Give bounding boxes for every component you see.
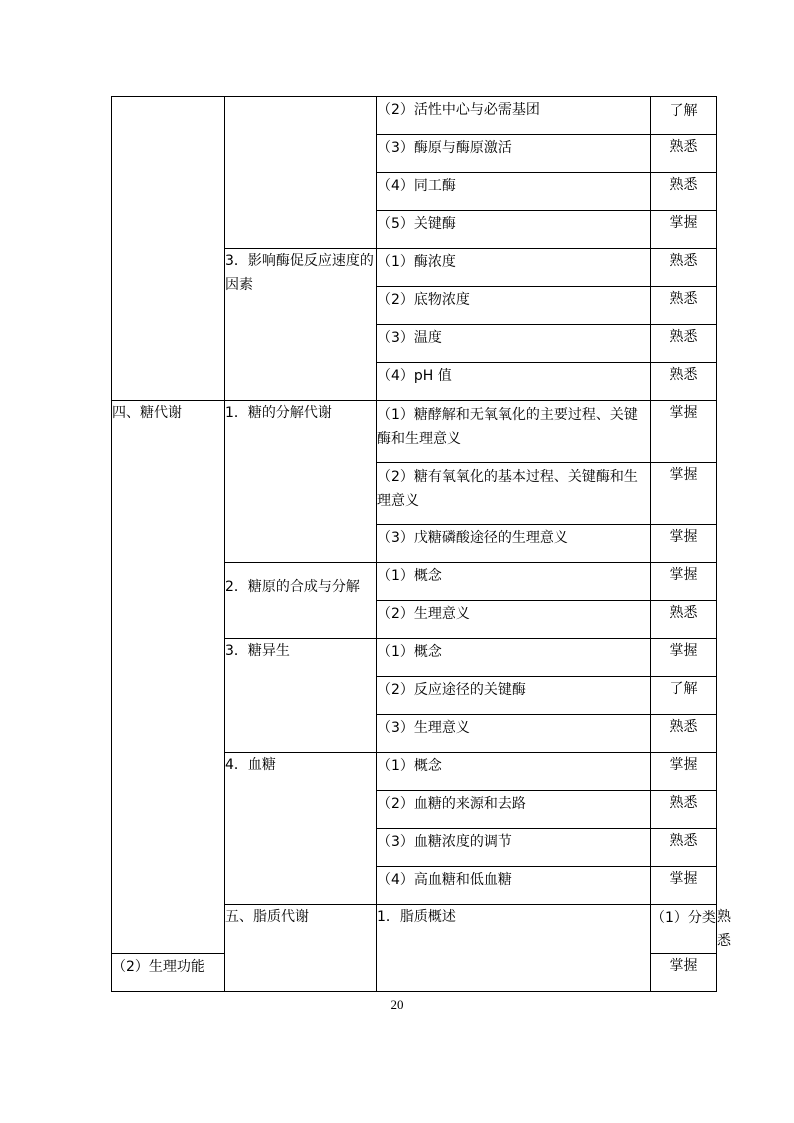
unit-carbohydrate-metabolism: 四、糖代谢 <box>112 401 225 954</box>
item-cell: （2）血糖的来源和去路 <box>377 791 651 829</box>
level-cell: 熟悉 <box>651 601 717 639</box>
item-cell: （3）生理意义 <box>377 715 651 753</box>
item-cell: （3）血糖浓度的调节 <box>377 829 651 867</box>
element-blood-glucose: 4．血糖 <box>225 753 377 905</box>
level-cell: 了解 <box>651 97 717 135</box>
element-lipid-overview: 1．脂质概述 <box>377 905 651 992</box>
item-cell: （1）酶浓度 <box>377 249 651 287</box>
level-cell: 熟悉 <box>651 715 717 753</box>
level-cell: 掌握 <box>651 525 717 563</box>
level-cell: 熟悉 <box>651 829 717 867</box>
level-cell: 掌握 <box>651 753 717 791</box>
level-cell: 熟悉 <box>651 363 717 401</box>
item-cell: （1）糖酵解和无氧氧化的主要过程、关键酶和生理意义 <box>377 401 651 463</box>
table-row <box>112 97 717 135</box>
unit-cell-continued <box>112 97 225 401</box>
item-cell: （3）温度 <box>377 325 651 363</box>
item-cell: （3）戊糖磷酸途径的生理意义 <box>377 525 651 563</box>
item-cell: （4）高血糖和低血糖 <box>377 867 651 905</box>
element-enzyme-factors: 3．影响酶促反应速度的因素 <box>225 249 377 401</box>
item-cell: （3）酶原与酶原激活 <box>377 135 651 173</box>
item-cell: （2）糖有氧氧化的基本过程、关键酶和生理意义 <box>377 463 651 525</box>
level-cell: 熟悉 <box>651 249 717 287</box>
item-cell: （4）pH 值 <box>377 363 651 401</box>
item-cell: （1）概念 <box>377 753 651 791</box>
page-number: 20 <box>390 997 404 1012</box>
syllabus-table <box>111 96 731 992</box>
element-glucose-breakdown: 1．糖的分解代谢 <box>225 401 377 563</box>
item-cell: （2）生理功能 <box>112 954 225 992</box>
element-gluconeogenesis: 3．糖异生 <box>225 639 377 753</box>
level-cell: 熟悉 <box>651 173 717 211</box>
level-cell: 掌握 <box>651 401 717 463</box>
item-cell: （2）反应途径的关键酶 <box>377 677 651 715</box>
level-cell: 熟悉 <box>651 325 717 363</box>
level-cell: 掌握 <box>651 563 717 601</box>
level-cell: 熟悉 <box>651 287 717 325</box>
item-cell: （1）概念 <box>377 563 651 601</box>
level-cell: 掌握 <box>651 639 717 677</box>
item-cell: （4）同工酶 <box>377 173 651 211</box>
item-cell: （1）分类 <box>651 905 717 954</box>
element-cell-continued <box>225 97 377 249</box>
item-cell: （1）概念 <box>377 639 651 677</box>
level-cell: 掌握 <box>651 463 717 525</box>
table-row <box>112 401 717 463</box>
level-cell: 掌握 <box>651 211 717 249</box>
level-cell: 熟悉 <box>651 135 717 173</box>
level-cell: 掌握 <box>651 954 717 992</box>
level-cell: 熟悉 <box>651 791 717 829</box>
table-row: 五、脂质代谢 1．脂质概述 （1）分类 熟悉 <box>112 905 717 954</box>
element-glycogen: 2．糖原的合成与分解 <box>225 563 377 639</box>
unit-lipid-metabolism: 五、脂质代谢 <box>225 905 377 992</box>
item-cell: （2）生理意义 <box>377 601 651 639</box>
item-cell: （5）关键酶 <box>377 211 651 249</box>
level-cell: 掌握 <box>651 867 717 905</box>
level-cell: 了解 <box>651 677 717 715</box>
item-cell: （2）底物浓度 <box>377 287 651 325</box>
item-cell: （2）活性中心与必需基团 <box>377 97 651 135</box>
